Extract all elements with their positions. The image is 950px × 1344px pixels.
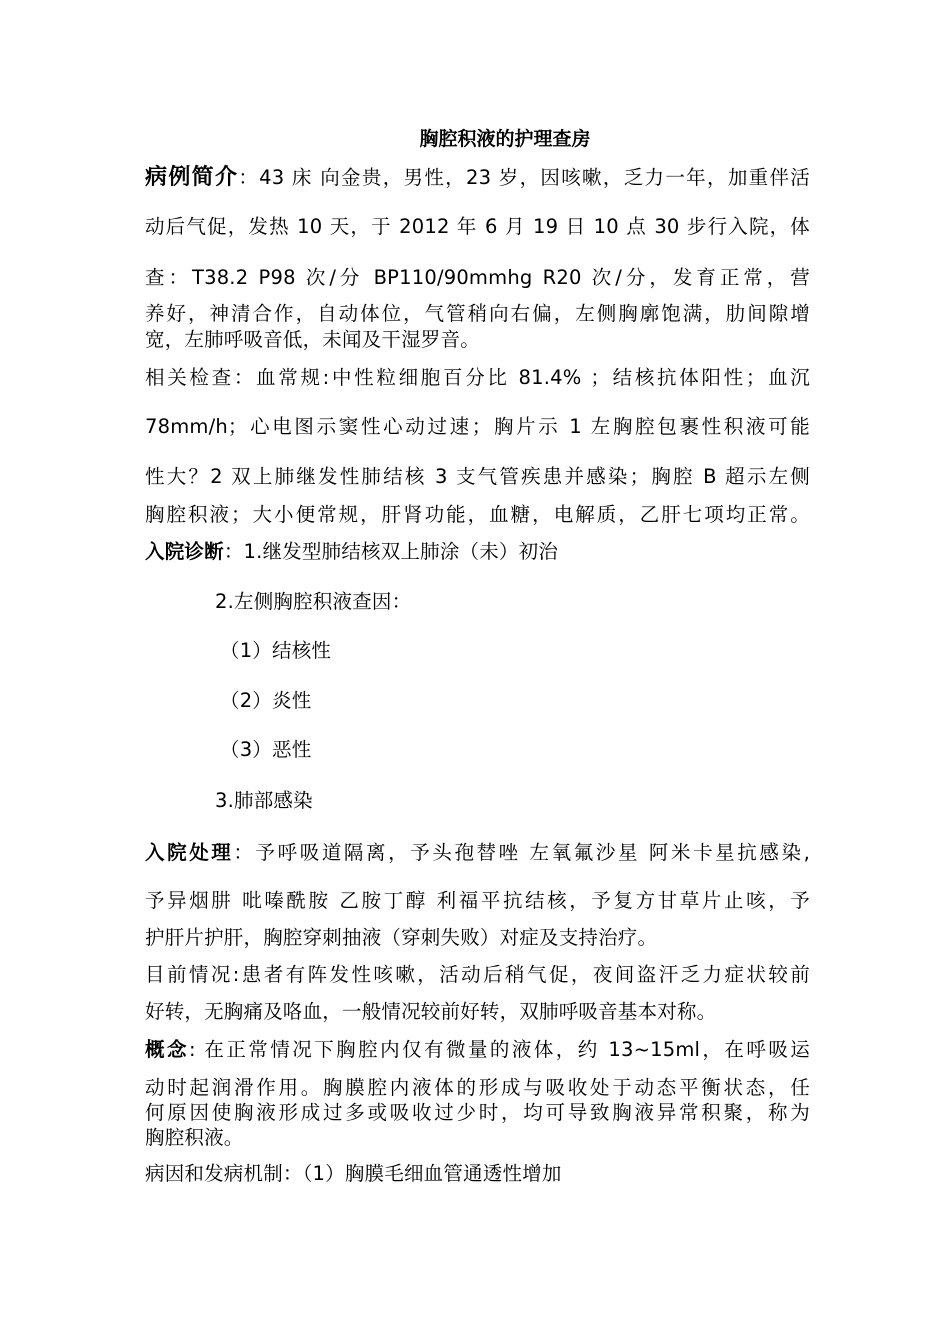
case-line-3: 查：T38.2 P98 次/分 BP110/90mmhg R20 次/分，发育正常，营 xyxy=(145,266,810,289)
page-title: 胸腔积液的护理查房 xyxy=(419,128,591,150)
concept-line-3: 何原因使胸液形成过多或吸收过少时，均可导致胸液异常积聚，称为 xyxy=(145,1101,810,1124)
concept-line-1: 概念: 在正常情况下胸腔内仅有微量的液体，约 13~15ml，在呼吸运 xyxy=(145,1038,810,1061)
exam-line-1: 相关检查：血常规:中性粒细胞百分比 81.4% ；结核抗体阳性；血沉 xyxy=(145,366,810,389)
current-line-1: 目前情况:患者有阵发性咳嗽，活动后稍气促，夜间盗汗乏力症状较前 xyxy=(145,963,810,986)
diagnosis-item: （2）炎性 xyxy=(220,689,312,712)
case-line-5: 宽，左肺呼吸音低，未闻及干湿罗音。 xyxy=(145,328,480,351)
diagnosis-heading: 入院诊断 xyxy=(145,540,224,563)
diagnosis-item: （3）恶性 xyxy=(220,738,312,761)
case-line-1: 病例简介：43 床 向金贵，男性，23 岁，因咳嗽，乏力一年，加重伴活 xyxy=(145,165,810,190)
current-line-2: 好转，无胸痛及咯血，一般情况较前好转，双肺呼吸音基本对称。 xyxy=(145,1000,717,1023)
concept-line-4: 胸腔积液。 xyxy=(145,1126,244,1149)
concept-line-2: 动时起润滑作用。胸膜腔内液体的形成与吸收处于动态平衡状态，任 xyxy=(145,1076,810,1099)
etiology-line: 病因和发病机制：（1）胸膜毛细血管通透性增加 xyxy=(145,1162,562,1185)
treatment-line-3: 护肝片护肝，胸腔穿刺抽液（穿刺失败）对症及支持治疗。 xyxy=(145,926,658,949)
concept-heading: 概念 xyxy=(145,1038,189,1061)
diagnosis-item: 3.肺部感染 xyxy=(215,789,313,812)
case-heading: 病例简介 xyxy=(145,165,239,190)
diagnosis-item: 2.左侧胸腔积液查因： xyxy=(215,590,412,613)
exam-line-3: 性大？2 双上肺继发性肺结核 3 支气管疾患并感染；胸腔 B 超示左侧 xyxy=(145,465,810,488)
treatment-line-2: 予异烟肼 吡嗪酰胺 乙胺丁醇 利福平抗结核，予复方甘草片止咳，予 xyxy=(145,889,810,912)
exam-line-2: 78mm/h；心电图示窦性心动过速；胸片示 1 左胸腔包裹性积液可能 xyxy=(145,415,810,438)
treatment-line-1: 入院处理：予呼吸道隔离，予头孢替唑 左氧氟沙星 阿米卡星抗感染, xyxy=(145,841,810,864)
treatment-heading: 入院处理 xyxy=(145,841,234,864)
case-line-2: 动后气促，发热 10 天，于 2012 年 6 月 19 日 10 点 30 步行入院，体 xyxy=(145,215,810,238)
case-line-4: 养好，神清合作，自动体位，气管稍向右偏，左侧胸廓饱满，肋间隙增 xyxy=(145,302,810,325)
exam-line-4: 胸腔积液；大小便常规，肝肾功能，血糖，电解质，乙肝七项均正常。 xyxy=(145,503,810,526)
diagnosis-line-1: 入院诊断：1.继发型肺结核双上肺涂（未）初治 xyxy=(145,540,559,563)
diagnosis-item: （1）结核性 xyxy=(220,639,332,662)
